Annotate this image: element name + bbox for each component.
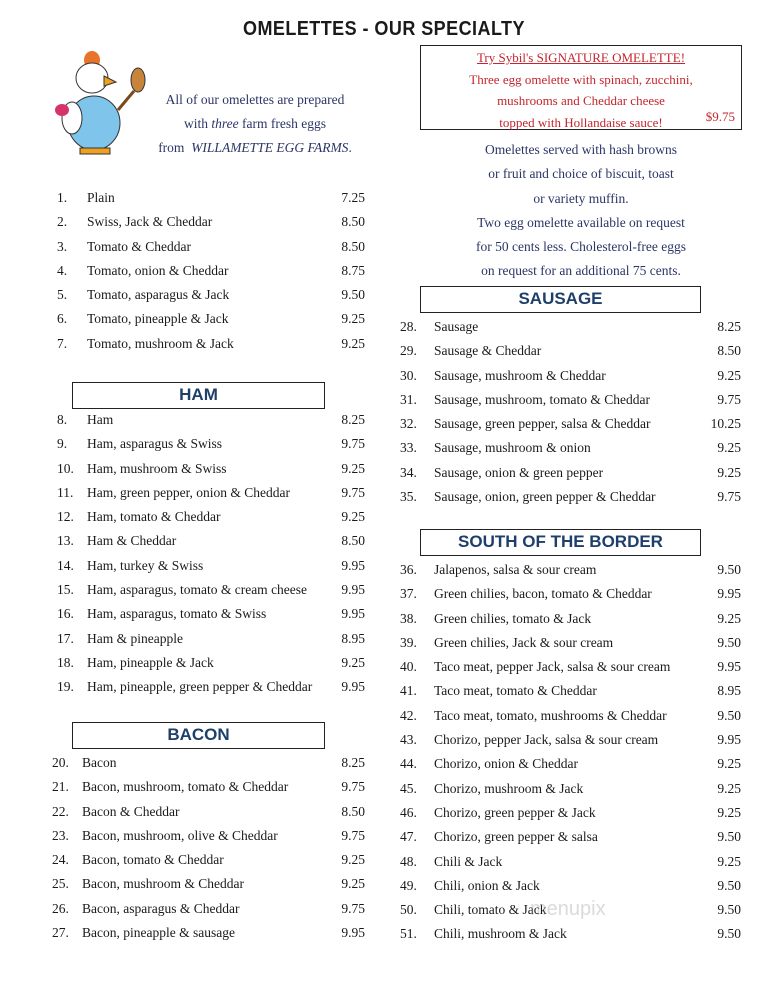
item-name: Sausage, mushroom, tomato & Cheddar xyxy=(434,391,650,407)
note-line: Omelettes served with hash browns xyxy=(485,142,677,157)
menu-item xyxy=(400,461,741,485)
section-heading-sausage: SAUSAGE xyxy=(420,286,701,313)
item-number: 17. xyxy=(57,630,74,646)
page-title: OMELETTES - OUR SPECIALTY xyxy=(243,18,525,40)
item-number: 41. xyxy=(400,683,417,699)
menu-item xyxy=(400,922,741,946)
menu-item xyxy=(400,485,741,509)
item-name: Swiss, Jack & Cheddar xyxy=(87,214,213,230)
item-price: 8.50 xyxy=(341,238,365,254)
item-price: 9.50 xyxy=(717,926,741,942)
item-number: 16. xyxy=(57,606,74,622)
item-number: 10. xyxy=(57,460,74,476)
menu-item xyxy=(52,897,365,921)
item-price: 8.25 xyxy=(717,319,741,334)
item-number: 32. xyxy=(400,416,417,432)
menu-item xyxy=(52,824,365,848)
menu-item xyxy=(57,186,365,210)
item-price: 9.95 xyxy=(341,582,365,598)
item-number: 20. xyxy=(52,755,69,770)
item-number: 31. xyxy=(400,391,417,407)
item-price: 8.95 xyxy=(717,683,741,699)
intro-text xyxy=(140,88,370,160)
intro-text-part: . xyxy=(348,140,352,155)
menu-item xyxy=(400,704,741,728)
menu-item xyxy=(400,655,741,679)
item-name: Bacon, mushroom & Cheddar xyxy=(82,876,244,892)
item-name: Chili, onion & Jack xyxy=(434,877,540,893)
menu-item xyxy=(400,752,741,776)
item-price: 9.50 xyxy=(341,287,365,303)
menu-item xyxy=(52,921,365,945)
item-price: 9.25 xyxy=(717,853,741,869)
intro-line xyxy=(140,112,370,136)
item-name: Bacon & Cheddar xyxy=(82,803,180,819)
intro-emphasis: three xyxy=(211,116,239,131)
chicken-mascot-illustration xyxy=(52,48,152,158)
note-line: Two egg omelette available on request xyxy=(477,214,685,230)
item-price: 9.50 xyxy=(717,902,741,918)
section-heading-south-of-the-border: SOUTH OF THE BORDER xyxy=(420,529,701,556)
menu-item xyxy=(57,481,365,505)
item-price: 10.25 xyxy=(710,416,741,432)
item-number: 22. xyxy=(52,803,69,819)
item-number: 48. xyxy=(400,853,417,869)
item-name: Chorizo, green pepper & Jack xyxy=(434,804,596,820)
item-number: 29. xyxy=(400,343,417,359)
item-price: 9.75 xyxy=(341,900,365,916)
menu-item xyxy=(400,825,741,849)
item-price: 9.95 xyxy=(717,732,741,748)
menu-item xyxy=(400,436,741,460)
item-number: 45. xyxy=(400,780,417,796)
item-number: 36. xyxy=(400,562,417,577)
item-name: Sausage xyxy=(434,319,479,334)
item-name: Bacon, pineapple & sausage xyxy=(82,925,235,941)
item-price: 9.25 xyxy=(717,780,741,796)
item-name: Chili, mushroom & Jack xyxy=(434,926,567,942)
menu-item xyxy=(52,751,365,775)
menu-item xyxy=(57,554,365,578)
item-name: Bacon, tomato & Cheddar xyxy=(82,852,224,868)
item-name: Taco meat, pepper Jack, salsa & sour cream xyxy=(434,659,671,675)
item-number: 40. xyxy=(400,659,417,675)
item-number: 28. xyxy=(400,319,417,334)
item-name: Taco meat, tomato & Cheddar xyxy=(434,683,597,699)
item-number: 42. xyxy=(400,707,417,723)
intro-line xyxy=(140,136,370,160)
item-price: 9.25 xyxy=(341,654,365,670)
menu-item xyxy=(400,850,741,874)
menu-item xyxy=(57,259,365,283)
item-number: 2. xyxy=(57,214,68,230)
item-price: 9.25 xyxy=(717,756,741,772)
signature-heading: Try Sybil's SIGNATURE OMELETTE! xyxy=(476,50,686,65)
menu-item xyxy=(57,578,365,602)
item-name: Chorizo, onion & Cheddar xyxy=(434,756,578,772)
item-name: Bacon, mushroom, tomato & Cheddar xyxy=(82,779,289,795)
intro-text-part: from xyxy=(158,140,185,155)
intro-line: All of our omelettes are prepared xyxy=(165,92,345,107)
item-price: 7.25 xyxy=(341,190,365,205)
item-price: 8.50 xyxy=(341,214,365,230)
menu-item xyxy=(57,505,365,529)
item-price: 9.75 xyxy=(341,436,365,452)
item-name: Green chilies, Jack & sour cream xyxy=(434,634,614,650)
item-name: Sausage, mushroom & onion xyxy=(434,440,591,456)
item-name: Tomato, mushroom & Jack xyxy=(87,335,234,351)
item-name: Tomato, pineapple & Jack xyxy=(87,311,229,327)
item-price: 9.95 xyxy=(341,925,365,941)
item-price: 9.25 xyxy=(717,464,741,480)
menu-item xyxy=(400,339,741,363)
item-price: 9.75 xyxy=(341,484,365,500)
menu-item xyxy=(57,307,365,331)
intro-text-part: with xyxy=(184,116,209,131)
ham-list xyxy=(57,408,365,700)
item-name: Ham & Cheddar xyxy=(87,533,177,549)
item-name: Ham, asparagus, tomato & Swiss xyxy=(87,606,267,622)
menu-item xyxy=(400,679,741,703)
item-name: Ham, turkey & Swiss xyxy=(87,557,204,573)
menu-item xyxy=(400,607,741,631)
bacon-list xyxy=(52,751,365,945)
menu-item xyxy=(400,874,741,898)
item-number: 27. xyxy=(52,925,69,941)
menu-item xyxy=(57,529,365,553)
item-price: 9.25 xyxy=(717,440,741,456)
menu-item xyxy=(52,848,365,872)
menu-item xyxy=(57,210,365,234)
sausage-list xyxy=(400,315,741,509)
intro-text-part: farm fresh eggs xyxy=(242,116,326,131)
menu-item xyxy=(400,631,741,655)
item-number: 51. xyxy=(400,926,417,942)
menu-item xyxy=(57,408,365,432)
item-name: Ham, green pepper, onion & Cheddar xyxy=(87,484,291,500)
item-price: 9.50 xyxy=(717,562,741,577)
item-name: Chorizo, mushroom & Jack xyxy=(434,780,584,796)
item-price: 9.25 xyxy=(341,852,365,868)
menu-item xyxy=(57,235,365,259)
menu-item xyxy=(400,412,741,436)
item-price: 8.50 xyxy=(341,803,365,819)
item-name: Green chilies, tomato & Jack xyxy=(434,610,592,626)
item-number: 24. xyxy=(52,852,69,868)
section-heading-bacon: BACON xyxy=(72,722,325,749)
item-name: Tomato & Cheddar xyxy=(87,238,192,254)
item-number: 30. xyxy=(400,367,417,383)
item-number: 1. xyxy=(57,190,68,205)
menu-item xyxy=(52,775,365,799)
served-with-note xyxy=(420,138,742,284)
item-name: Taco meat, tomato, mushrooms & Cheddar xyxy=(434,707,667,723)
item-price: 8.25 xyxy=(341,412,365,427)
item-name: Tomato, asparagus & Jack xyxy=(87,287,230,303)
note-line: on request for an additional 75 cents. xyxy=(481,263,681,279)
item-number: 6. xyxy=(57,311,68,327)
item-number: 15. xyxy=(57,582,74,598)
item-number: 12. xyxy=(57,509,74,525)
item-name: Sausage, mushroom & Cheddar xyxy=(434,367,606,383)
item-name: Ham, mushroom & Swiss xyxy=(87,460,227,476)
item-name: Sausage, green pepper, salsa & Cheddar xyxy=(434,416,651,432)
item-name: Chorizo, green pepper & salsa xyxy=(434,829,598,845)
item-price: 9.50 xyxy=(717,877,741,893)
item-name: Tomato, onion & Cheddar xyxy=(87,262,229,278)
item-price: 8.95 xyxy=(341,630,365,646)
item-price: 9.25 xyxy=(717,804,741,820)
menu-item xyxy=(400,388,741,412)
item-price: 9.75 xyxy=(341,827,365,843)
item-number: 3. xyxy=(57,238,68,254)
omelettes-list xyxy=(57,186,365,356)
item-number: 34. xyxy=(400,464,417,480)
item-price: 9.50 xyxy=(717,634,741,650)
item-name: Jalapenos, salsa & sour cream xyxy=(434,562,597,577)
item-number: 47. xyxy=(400,829,417,845)
item-number: 26. xyxy=(52,900,69,916)
item-number: 9. xyxy=(57,436,68,452)
item-name: Ham, asparagus & Swiss xyxy=(87,436,222,452)
item-name: Chili & Jack xyxy=(434,853,503,869)
item-price: 8.75 xyxy=(341,262,365,278)
item-number: 44. xyxy=(400,756,417,772)
item-number: 23. xyxy=(52,827,69,843)
item-number: 46. xyxy=(400,804,417,820)
menu-item xyxy=(400,801,741,825)
watermark: menupix xyxy=(530,898,606,920)
menu-item xyxy=(57,332,365,356)
menu-item xyxy=(57,627,365,651)
note-line: or variety muffin. xyxy=(533,190,629,206)
item-price: 8.50 xyxy=(717,343,741,359)
section-heading-ham: HAM xyxy=(72,382,325,409)
item-number: 38. xyxy=(400,610,417,626)
item-number: 39. xyxy=(400,634,417,650)
item-number: 21. xyxy=(52,779,69,795)
item-name: Sausage, onion & green pepper xyxy=(434,464,604,480)
menu-item xyxy=(57,457,365,481)
item-number: 43. xyxy=(400,732,417,748)
menu-item xyxy=(57,602,365,626)
item-price: 9.50 xyxy=(717,829,741,845)
menu-item xyxy=(52,800,365,824)
item-price: 8.25 xyxy=(341,755,365,770)
menu-item xyxy=(400,728,741,752)
item-price: 9.75 xyxy=(717,489,741,505)
item-price: 9.95 xyxy=(717,586,741,602)
item-price: 9.95 xyxy=(341,606,365,622)
menu-item xyxy=(57,283,365,307)
menu-item xyxy=(400,558,741,582)
note-line: or fruit and choice of biscuit, toast xyxy=(488,166,674,182)
item-name: Ham, pineapple & Jack xyxy=(87,654,214,670)
item-price: 9.25 xyxy=(341,460,365,476)
menu-item xyxy=(57,675,365,699)
item-number: 50. xyxy=(400,902,417,918)
item-name: Sausage, onion, green pepper & Cheddar xyxy=(434,489,656,505)
item-price: 9.75 xyxy=(341,779,365,795)
item-price: 9.25 xyxy=(341,311,365,327)
item-number: 18. xyxy=(57,654,74,670)
item-name: Bacon, asparagus & Cheddar xyxy=(82,900,240,916)
item-number: 13. xyxy=(57,533,74,549)
menu-item xyxy=(52,872,365,896)
item-price: 9.25 xyxy=(341,335,365,351)
menu-item xyxy=(57,432,365,456)
item-number: 11. xyxy=(57,484,74,500)
item-price: 9.25 xyxy=(341,509,365,525)
south-of-the-border-list xyxy=(400,558,741,947)
signature-description: Three egg omelette with spinach, zucchini, xyxy=(469,71,693,87)
item-number: 49. xyxy=(400,877,417,893)
item-number: 5. xyxy=(57,287,68,303)
menu-item xyxy=(400,315,741,339)
item-price: 9.95 xyxy=(341,557,365,573)
note-line: for 50 cents less. Cholesterol-free eggs xyxy=(476,239,686,255)
menu-item xyxy=(400,364,741,388)
signature-description: topped with Hollandaise sauce! xyxy=(499,114,663,130)
item-price: 9.75 xyxy=(717,391,741,407)
signature-price: $9.75 xyxy=(705,108,735,124)
item-number: 37. xyxy=(400,586,417,602)
menu-item xyxy=(57,651,365,675)
item-price: 8.50 xyxy=(341,533,365,549)
item-name: Chili, tomato & Jack xyxy=(434,902,547,918)
item-price: 9.95 xyxy=(341,679,365,695)
item-name: Chorizo, pepper Jack, salsa & sour cream xyxy=(434,732,659,748)
item-price: 9.25 xyxy=(717,610,741,626)
item-number: 25. xyxy=(52,876,69,892)
menu-item xyxy=(400,777,741,801)
item-name: Plain xyxy=(87,190,115,205)
item-name: Ham xyxy=(87,412,114,427)
signature-omelette-box xyxy=(420,45,742,130)
item-name: Ham & pineapple xyxy=(87,630,183,646)
item-name: Ham, pineapple, green pepper & Cheddar xyxy=(87,679,313,695)
item-price: 9.25 xyxy=(341,876,365,892)
item-price: 9.95 xyxy=(717,659,741,675)
item-number: 19. xyxy=(57,679,74,695)
item-number: 33. xyxy=(400,440,417,456)
item-name: Bacon xyxy=(82,755,117,770)
signature-description: mushrooms and Cheddar cheese xyxy=(497,93,665,108)
item-name: Green chilies, bacon, tomato & Cheddar xyxy=(434,586,652,602)
item-price: 9.25 xyxy=(717,367,741,383)
item-name: Ham, tomato & Cheddar xyxy=(87,509,221,525)
farm-name: WILLAMETTE EGG FARMS xyxy=(191,140,349,155)
item-price: 9.50 xyxy=(717,707,741,723)
item-number: 8. xyxy=(57,412,68,427)
menu-item xyxy=(400,582,741,606)
item-number: 7. xyxy=(57,335,68,351)
item-name: Bacon, mushroom, olive & Cheddar xyxy=(82,827,278,843)
item-number: 35. xyxy=(400,489,417,505)
item-number: 4. xyxy=(57,262,68,278)
item-name: Ham, asparagus, tomato & cream cheese xyxy=(87,582,308,598)
item-number: 14. xyxy=(57,557,74,573)
item-name: Sausage & Cheddar xyxy=(434,343,542,359)
